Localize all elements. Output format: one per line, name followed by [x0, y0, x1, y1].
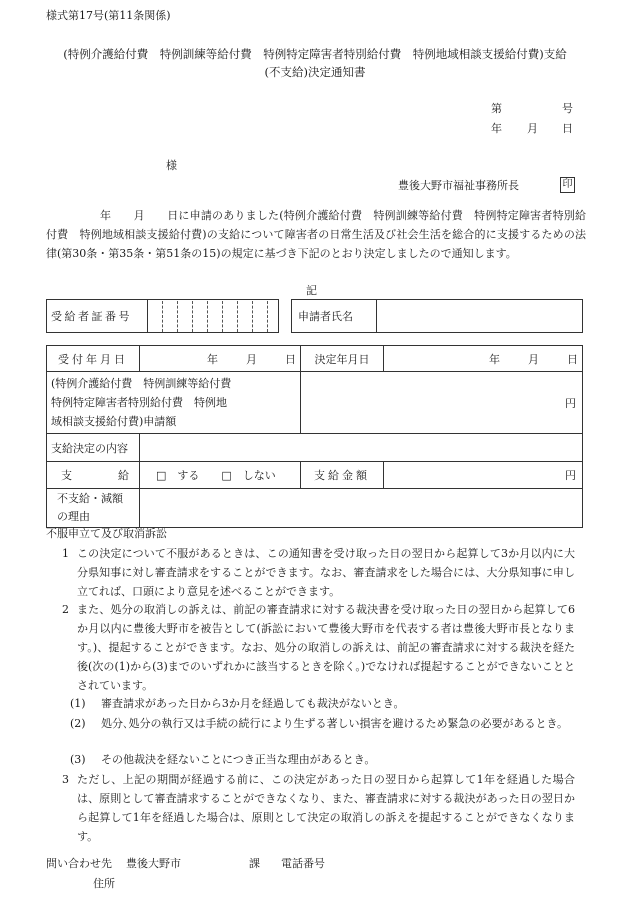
- digit-box: [148, 301, 163, 332]
- appeal-p3-num: 3: [62, 773, 69, 786]
- request-amount-cell: [301, 372, 583, 434]
- digit-box: [208, 301, 223, 332]
- ki: 記: [306, 284, 317, 297]
- received-label: 受付年月日: [47, 346, 140, 372]
- date-month: 月: [527, 122, 538, 135]
- appeal-p3: ただし、上記の期間が経過する前に、この決定があった日の翌日から起算して1年を経過した場合は、原則として審査請求することができなくなり、また、審査請求に対する裁決があった日の翌日から起算して1年を経過した場合は、原則として決定の取消しの訴えを提起することができなくなります。: [77, 773, 575, 843]
- amount-yen: 円: [565, 469, 576, 482]
- request-yen: 円: [565, 396, 576, 410]
- appeal-s3-num: (3): [70, 753, 86, 766]
- reason-cell: [140, 489, 583, 528]
- spacer-cell: [279, 300, 292, 333]
- received-date-cell: [140, 346, 301, 372]
- received-year: 年: [207, 352, 218, 366]
- decision-table: [46, 345, 583, 528]
- request-label-l2: 特例特定障害者特別給付費 特例地: [51, 396, 227, 409]
- addressee-suffix: 様: [166, 159, 177, 172]
- payment-yes-option[interactable]: □ する: [156, 469, 200, 482]
- decision-date-cell: [384, 346, 583, 372]
- content-cell: [140, 434, 583, 462]
- appeal-s1: 審査請求があった日から3か月を経過しても裁決がないとき。: [101, 697, 405, 710]
- doc-number-dai: 第: [491, 102, 502, 115]
- appeal-s2-num: (2): [70, 717, 86, 730]
- cert-label: 受給者証番号: [51, 310, 132, 323]
- certificate-table: [46, 299, 583, 333]
- reason-label-l2: の理由: [57, 510, 90, 523]
- appeal-p1-num: 1: [62, 547, 69, 560]
- applicant-label: 申請者氏名: [292, 300, 377, 333]
- decision-year: 年: [489, 352, 500, 366]
- payment-no-option[interactable]: □ しない: [221, 469, 276, 482]
- decision-month: 月: [528, 352, 539, 366]
- appeal-s1-num: (1): [70, 697, 86, 710]
- seal: 印: [560, 177, 575, 193]
- digit-box: [238, 301, 253, 332]
- form-id: 様式第17号(第11条関係): [46, 9, 171, 22]
- doc-number-go: 号: [562, 102, 573, 115]
- payment-label-a: 支: [61, 469, 72, 482]
- applicant-name-cell: [377, 300, 583, 333]
- request-label-l3: 域相談支援給付費)申請額: [51, 415, 177, 428]
- appeal-heading: 不服申立て及び取消訴訟: [46, 527, 167, 540]
- intro-paragraph: 年 月 日に申請のありました(特例介護給付費 特例訓練等給付費 特例特定障害者特別給付費 特例地域相談支援給付費)の支給について障害者の日常生活及び社会生活を総合的に支援するための法律(第30条・第35条・第51条の15)の規定に基づき下記のとおり決定しましたので通知します。: [46, 209, 586, 260]
- amount-cell: [384, 462, 583, 489]
- contact-ka: 課: [249, 857, 260, 870]
- contact-label: 問い合わせ先: [46, 857, 112, 870]
- received-day: 日: [285, 352, 296, 366]
- appeal-p1: この決定について不服があるときは、この通知書を受け取った日の翌日から起算して3か月以内に大分県知事に対し審査請求をすることができます。なお、審査請求をした場合には、大分県知事に申し立てれば、口頭により意見を述べることができます。: [77, 547, 575, 598]
- appeal-p2-num: 2: [62, 603, 69, 616]
- appeal-s3: その他裁決を経ないことにつき正当な理由があるとき。: [101, 753, 376, 766]
- decision-day: 日: [567, 352, 578, 366]
- decision-label: 決定年月日: [301, 346, 384, 372]
- digit-box: [163, 301, 178, 332]
- reason-label: [47, 489, 140, 528]
- digit-box: [193, 301, 208, 332]
- title-line2: (不支給)決定通知書: [264, 65, 366, 79]
- digit-box: [223, 301, 238, 332]
- contact-phone-label: 電話番号: [281, 857, 325, 870]
- amount-label: 支給金額: [301, 462, 384, 489]
- appeal-s2: 処分､処分の執行又は手続の続行により生ずる著しい損害を避けるため緊急の必要があるとき。: [101, 717, 569, 730]
- payment-label-b: 給: [118, 469, 129, 482]
- contact-address-label: 住所: [93, 877, 115, 890]
- request-label-l1: (特例介護給付費 特例訓練等給付費: [51, 377, 232, 390]
- reason-label-l1: 不支給・減額: [57, 492, 123, 505]
- digit-box: [253, 301, 268, 332]
- contact-city: 豊後大野市: [126, 857, 181, 870]
- cert-label-cell: [47, 300, 148, 333]
- payment-options-cell: [140, 462, 301, 489]
- content-label: 支給決定の内容: [47, 434, 140, 462]
- digit-box: [178, 301, 193, 332]
- date-year: 年: [491, 122, 502, 135]
- received-month: 月: [246, 352, 257, 366]
- cert-number-cell: [148, 300, 279, 333]
- title-line1: (特例介護給付費 特例訓練等給付費 特例特定障害者特別給付費 特例地域相談支援給付費)支給: [63, 47, 567, 61]
- issuer: 豊後大野市福祉事務所長: [398, 179, 519, 192]
- appeal-p2: また、処分の取消しの訴えは、前記の審査請求に対する裁決書を受け取った日の翌日から起算して6か月以内に豊後大野市を被告として(訴訟において豊後大野市を代表する者は豊後大野市長となります。)、提起することができます。なお、処分の取消しの訴えは、前記の審査請求に対する裁決を経た後(次の(1)から(3)までのいずれかに該当するときを除く。)でなければ提起することができないこととされています。: [77, 603, 575, 692]
- payment-label-cell: [47, 462, 140, 489]
- date-day: 日: [562, 122, 573, 135]
- request-amount-label: [47, 372, 301, 434]
